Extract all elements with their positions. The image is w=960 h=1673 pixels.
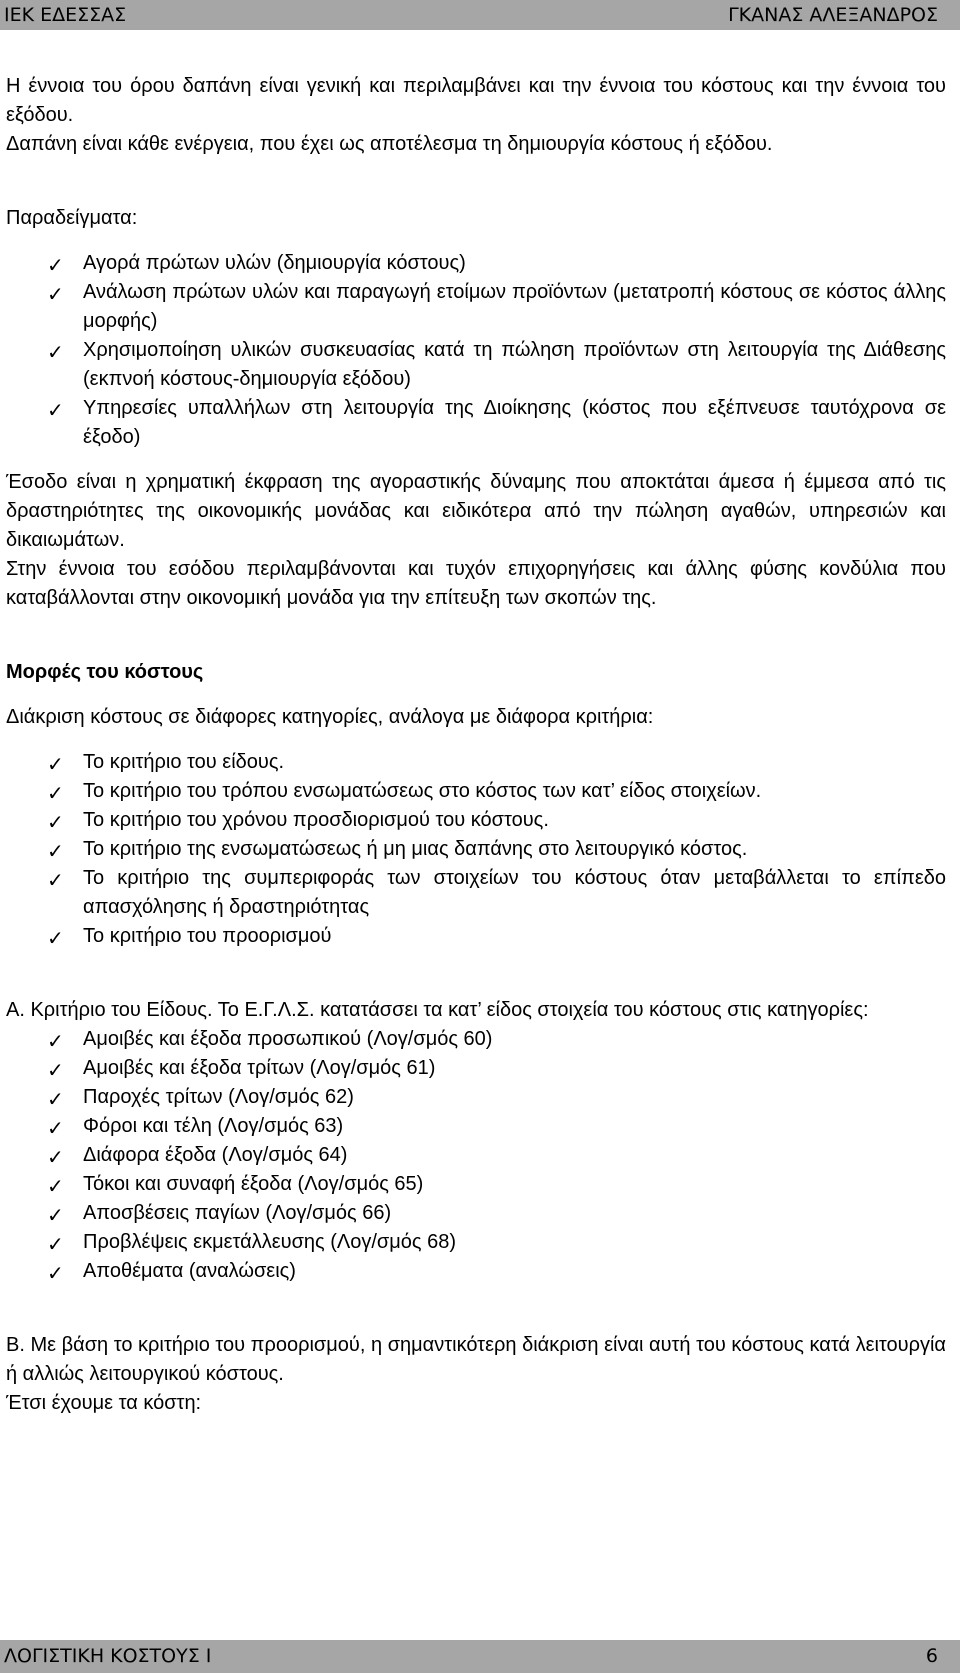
list-item: ✓ Διάφορα έξοδα (Λογ/σμός 64): [6, 1141, 946, 1170]
checkmark-icon: ✓: [47, 253, 64, 277]
page-number: 6: [925, 1645, 938, 1667]
list-item: ✓ Το κριτήριο του είδους.: [6, 748, 946, 777]
checkmark-icon: ✓: [47, 926, 64, 950]
list-item: ✓ Το κριτήριο του χρόνου προσδιορισμού του κόστους.: [6, 806, 946, 835]
list-item: ✓ Προβλέψεις εκμετάλλευσης (Λογ/σμός 68): [6, 1228, 946, 1257]
checkmark-icon: ✓: [47, 1116, 64, 1140]
checkmark-icon: ✓: [47, 1174, 64, 1198]
checkmark-icon: ✓: [47, 282, 64, 306]
checkmark-icon: ✓: [47, 1232, 64, 1256]
checkmark-icon: ✓: [47, 839, 64, 863]
list-item: ✓ Παροχές τρίτων (Λογ/σμός 62): [6, 1083, 946, 1112]
header-author: ΓΚΑΝΑΣ ΑΛΕΞΑΝΔΡΟΣ: [728, 4, 938, 26]
checkmark-icon: ✓: [47, 1058, 64, 1082]
checkmark-icon: ✓: [47, 340, 64, 364]
section-b-end: Έτσι έχουμε τα κόστη:: [6, 1392, 202, 1414]
examples-label: Παραδείγματα:: [6, 207, 138, 229]
list-item: ✓ Αγορά πρώτων υλών (δημιουργία κόστους): [6, 249, 946, 278]
checkmark-icon: ✓: [47, 1261, 64, 1285]
examples-list: [6, 249, 946, 452]
intro-paragraph-1: Η έννοια του όρου δαπάνη είναι γενική και περιλαμβάνει και την έννοια του κόστους και την έννοια του εξόδου.: [6, 75, 946, 126]
list-item: ✓ Αποσβέσεις παγίων (Λογ/σμός 66): [6, 1199, 946, 1228]
section-heading: Μορφές του κόστους: [6, 661, 204, 683]
intro-paragraph-2: Δαπάνη είναι κάθε ενέργεια, που έχει ως αποτέλεσμα τη δημιουργία κόστους ή εξόδου.: [6, 133, 773, 155]
footer-course-title: ΛΟΓΙΣΤΙΚΗ ΚΟΣΤΟΥΣ Ι: [4, 1645, 212, 1667]
list-item: ✓ Φόροι και τέλη (Λογ/σμός 63): [6, 1112, 946, 1141]
page-footer: [0, 1640, 960, 1673]
checkmark-icon: ✓: [47, 752, 64, 776]
list-item: ✓ Αμοιβές και έξοδα τρίτων (Λογ/σμός 61): [6, 1054, 946, 1083]
list-item: ✓ Χρησιμοποίηση υλικών συσκευασίας κατά τη πώληση προϊόντων στη λειτουργία της Διάθεσης (εκπνοή κόστους-δημιουργία εξόδου): [47, 339, 946, 390]
checkmark-icon: ✓: [47, 1145, 64, 1169]
checkmark-icon: ✓: [47, 781, 64, 805]
checkmark-icon: ✓: [47, 398, 64, 422]
checkmark-icon: ✓: [47, 1203, 64, 1227]
income-paragraph-1: Έσοδο είναι η χρηματική έκφραση της αγοραστικής δύναμης που αποκτάται άμεσα ή έμμεσα από τις δραστηριότητες της οικονομικής μονάδας και ειδικότερα από την πώληση αγαθών, υπηρεσιών και δικαιωμάτων.: [6, 471, 946, 551]
checkmark-icon: ✓: [47, 1087, 64, 1111]
checkmark-icon: ✓: [47, 810, 64, 834]
list-item: ✓ Τόκοι και συναφή έξοδα (Λογ/σμός 65): [6, 1170, 946, 1199]
checkmark-icon: ✓: [47, 1029, 64, 1053]
list-item: ✓ Το κριτήριο της συμπεριφοράς των στοιχείων του κόστους όταν μεταβάλλεται το επίπεδο απασχόλησης ή δραστηριότητας: [47, 867, 946, 918]
checkmark-icon: ✓: [47, 868, 64, 892]
header-school: ΙΕΚ ΕΔΕΣΣΑΣ: [4, 4, 127, 26]
section-b-paragraph: Β. Με βάση το κριτήριο του προορισμού, η σημαντικότερη διάκριση είναι αυτή του κόστους κατά λειτουργία ή αλλιώς λειτουργικού κόστους.: [6, 1334, 946, 1385]
list-item: ✓ Το κριτήριο του τρόπου ενσωματώσεως στο κόστος των κατ’ είδος στοιχείων.: [6, 777, 946, 806]
forms-intro: Διάκριση κόστους σε διάφορες κατηγορίες, ανάλογα με διάφορα κριτήρια:: [6, 706, 654, 728]
list-item: ✓ Αμοιβές και έξοδα προσωπικού (Λογ/σμός 60): [6, 1025, 946, 1054]
page-content: [6, 72, 946, 1418]
section-a-paragraph: Α. Κριτήριο του Είδους. Το Ε.Γ.Λ.Σ. κατατάσσει τα κατ’ είδος στοιχεία του κόστους στις κατηγορίες:: [6, 999, 869, 1021]
criteria-list: [6, 748, 946, 951]
list-item: ✓ Αποθέματα (αναλώσεις): [6, 1257, 946, 1286]
list-item: ✓ Το κριτήριο του προορισμού: [6, 922, 946, 951]
list-item: ✓ Το κριτήριο της ενσωματώσεως ή μη μιας δαπάνης στο λειτουργικό κόστος.: [6, 835, 946, 864]
list-item: ✓ Ανάλωση πρώτων υλών και παραγωγή ετοίμων προϊόντων (μετατροπή κόστους σε κόστος άλλης μορφής): [47, 281, 946, 332]
income-paragraph-2: Στην έννοια του εσόδου περιλαμβάνονται και τυχόν επιχορηγήσεις και άλλης φύσης κονδύλια που καταβάλλονται στην οικονομική μονάδα για την επίτευξη των σκοπών της.: [6, 558, 946, 609]
page-header: [0, 0, 960, 30]
list-item: ✓ Υπηρεσίες υπαλλήλων στη λειτουργία της Διοίκησης (κόστος που εξέπνευσε ταυτόχρονα σε έξοδο): [47, 397, 946, 448]
categories-list: [6, 1025, 946, 1286]
